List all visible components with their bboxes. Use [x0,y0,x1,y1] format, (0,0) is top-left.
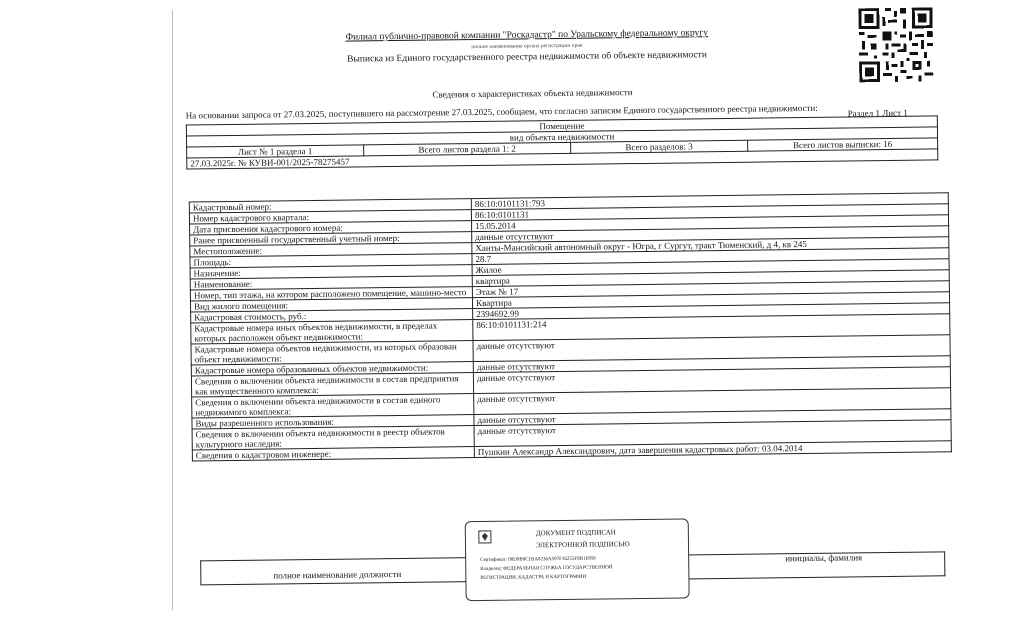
characteristics-table [189,192,952,461]
row-value: Этаж № 17 [472,281,949,298]
extract-table [186,115,938,169]
row-label: Сведения о включении объекта недвижимости в реестр объектов культурного наследия: [192,426,474,450]
row-label: Сведения о включении объекта недвижимости в состав единого недвижимого комплекса: [192,394,474,418]
row-label: Площадь: [190,254,472,268]
qr-code-icon [858,7,933,82]
e-signature-stamp [465,518,690,601]
row-value: данные отсутствуют [474,388,951,415]
row-label: Сведения о включении объекта недвижимости в состав предприятия как имущественного комплекса: [191,373,473,397]
document-title: Выписка из Единого государственного реестра недвижимости об объекте недвижимости [347,50,707,65]
emblem-icon [478,530,492,544]
footer-border-right [944,551,945,576]
signature-line-1: ДОКУМЕНТ ПОДПИСАН [535,528,616,538]
row-value: Пушкин Александр Александрович, дата завершения кадастровых работ: 03.04.2014 [474,441,951,458]
row-value: Ханты-Мансийский автономный округ - Югра, г Сургут, тракт Тюменский, д 4, кв 245 [472,237,949,254]
row-label: Кадастровые номера объектов недвижимости, из которых образован объект недвижимости: [191,341,473,365]
position-caption: полное наименование должности [273,568,402,581]
section-number: Раздел 1 Лист 1 [847,107,908,119]
row-value: 28.7 [472,248,949,265]
signature-line-2: ЭЛЕКТРОННОЙ ПОДПИСЬЮ [535,540,630,550]
row-label: Номер кадастрового квартала: [189,210,471,224]
row-value: данные отсутствуют [474,420,951,447]
row-value: 86:10:0101131:793 [471,193,948,210]
signature-certificate: Сертификат: 00D9B0C1BA8236A597F16255F9B1F858 [480,556,596,563]
row-label: Назначение: [190,265,472,279]
row-value: 86:10:0101131:214 [473,314,950,341]
row-label: Ранее присвоенный государственный учетный номер: [190,232,472,246]
row-label: Сведения о кадастровом инженере: [192,447,474,461]
row-value: Квартира [472,292,949,309]
sheets-total: Всего листов выписки: 16 [748,138,938,151]
row-value: данные отсутствуют [473,356,950,373]
signature-owner-2: РЕГИСТРАЦИИ, КАДАСТРА И КАРТОГРАФИИ [480,574,587,581]
row-label: Местоположение: [190,243,472,257]
row-label: Наименование: [190,276,472,290]
signature-owner-1: Владелец: ФЕДЕРАЛЬНАЯ СЛУЖБА ГОСУДАРСТВЕННОЙ [480,565,613,572]
sections-total: Всего разделов: 3 [571,140,748,153]
date-number: 27.03.2025г. № КУВИ-001/2025-78275457 [187,149,938,169]
row-value: 86:10:0101131 [471,204,948,221]
row-value: 2394692.99 [473,303,950,320]
row-label: Кадастровые номера образованных объектов недвижимости: [191,362,473,376]
row-value: 15.05.2014 [472,215,949,232]
footer-border-left [200,560,201,585]
org-name: Филиал публично-правовой компании "Роскадастр" по Уральскому федеральному округу [345,28,709,43]
request-basis: На основании запроса от 27.03.2025, поступившего на рассмотрение 27.03.2025, сообщаем, что согласно записям Единого государственного реестра недвижимости: [185,102,818,121]
row-label: Дата присвоения кадастрового номера: [190,221,472,235]
row-label: Виды разрешенного использования: [192,415,474,429]
row-value: данные отсутствуют [473,335,950,362]
row-label: Вид жилого помещения: [190,298,472,312]
sheets-in-section: Всего листов раздела 1: 2 [364,142,571,156]
row-label: Кадастровые номера иных объектов недвижимости, в пределах которых расположен объект недвижимости: [191,320,473,344]
sheet-number: Лист № 1 раздела 1 [187,145,364,158]
row-value: данные отсутствуют [472,226,949,243]
row-value: данные отсутствуют [474,409,951,426]
row-value: Жилое [472,259,949,276]
section-title: Сведения о характеристиках объекта недвижимости [432,87,633,100]
row-label: Номер, тип этажа, на котором расположено помещение, машино-место [190,287,472,301]
row-value: квартира [472,270,949,287]
org-caption: полное наименование органа регистрации прав [471,42,583,51]
object-type: Помещение [186,116,937,136]
object-type-caption: вид объекта недвижимости [186,127,937,147]
row-value: данные отсутствуют [473,367,950,394]
row-label: Кадастровая стоимость, руб.: [191,309,473,323]
row-label: Кадастровый номер: [189,199,471,213]
name-caption: инициалы, фамилия [785,552,863,564]
